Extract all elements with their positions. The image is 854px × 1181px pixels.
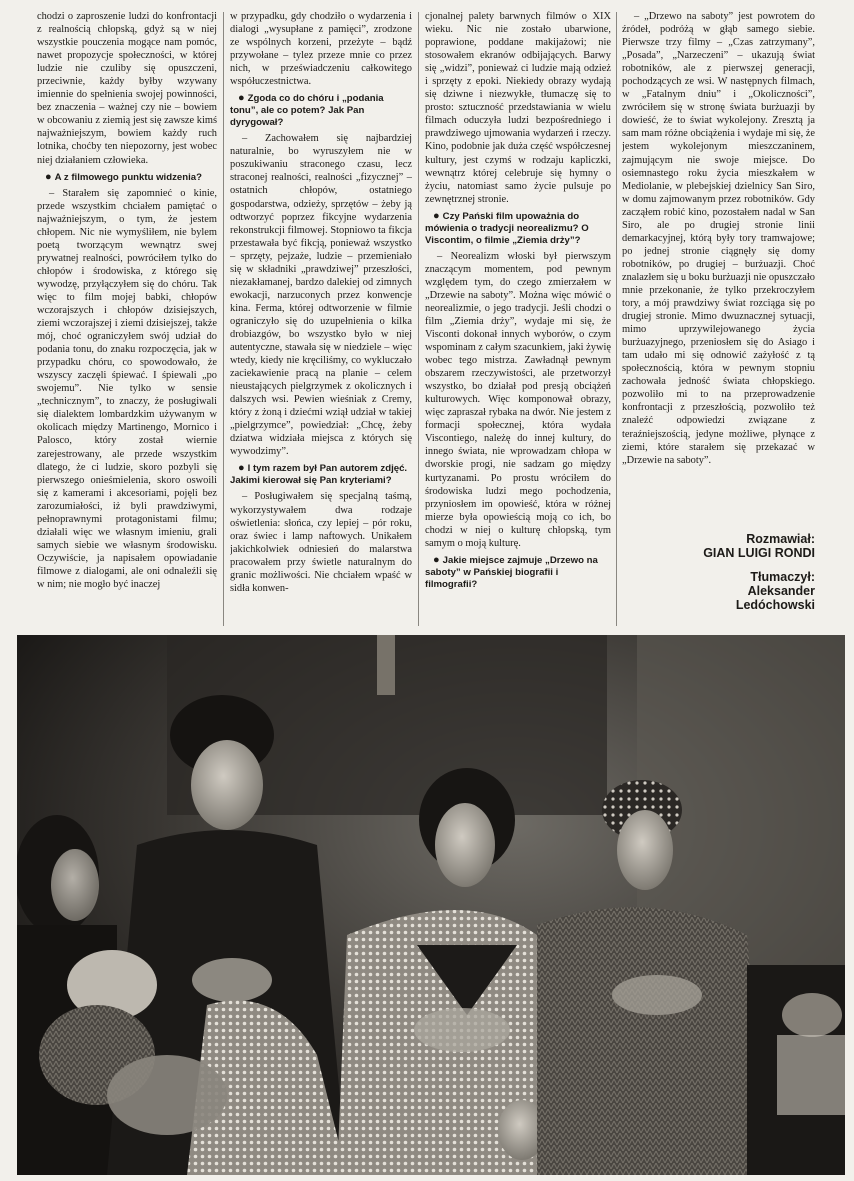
paragraph: – Starałem się zapomnieć o kinie, przede wszystkim chciałem pamiętać o najważniejszym, o tym, że jestem chłopem. Nic nie wymyśliłem, nie bylem poetą tworzącym wewnątrz swej prywatnej realności, powróciłem tylko do chłopów i środowiska, z którego się wywodzę, przyłączyłem się do chóru. Tak więc to film mojej babki, chłopów wczorajszych i chłopów dzisiejszych, ziemi wczorajszej i ziemi dzisiejszej, także mój, choć ograniczyłem swój udział do podania tonu, do znaku rozpoczęcia, jak w przypadku chóru, co spowodowało, że wszyscy zaczęli śpiewać. I śpiewali „po swojemu”. Nie tylko w sensie „technicznym”, to znaczy, że posługiwali się dialektem lombardzkim używanym w okolicach między Martinengo, Mornico i Palosco, który został wiernie zarejestrowany, ale przede wszystkim dlatego, że ci ludzie, skoro pozbyli się pierwszego onieśmielenia, skoro oswoili się z kamerami i akcesoriami, pojęli bez zarozumiałości, iż byli prawdziwymi, pełnoprawnymi protagonistami filmu; działali więc we własnym imieniu, grali samych siebie we własnym środowisku. Oczywiście, ja napisałem opowiadanie filmowe z dialogami, ale oni odnaleźli się w nim; nie mogło być inaczej xyxy=(37,187,217,590)
translator-last-name: Ledóchowski xyxy=(735,598,815,612)
interview-question: ● A z filmowego punktu widzenia? xyxy=(45,170,202,183)
paragraph: – „Drzewo na saboty” jest powrotem do źródeł, podróżą w głąb samego siebie. Pierwsze trzy filmy – „Czas zatrzymany”, „Posada”, „Narzeczeni” – ukazują świat robotników, ale z pierwszej generacji, pochodzących ze wsi. W następnych filmach, w „Fatalnym dniu” i „Okoliczności”, zwróciłem się w stronę świata burżuazji by dowieść, że to świat wykolejony. Zresztą ja sam mam różne obciążenia i wydaje mi się, że jestem wykolejonym mieszczaninem, zajmującym nie swoje miejsce. Do osiemnastego roku życia mieszkałem w Mediolanie, w plebejskiej dzielnicy San Siro, w domu zajmowanym przez robotników. Gdy zacząłem robić kino, pozostałem nadal w San Siro, ale po drugiej stronie linii demarkacyjnej, którą były tory tramwajowe; po jednej stronie ciągnęły się domy robotników, po drugiej – burżuazji. Choć znalazłem się u boku burżuazji nie opuszczało mnie przekonanie, że tylko przekroczyłem tory, a mój prawdziwy świat rozciąga się po drugiej stronie. Mimo dwuznacznej sytuacji, mimo uprzywilejowanego życia burżuazyjnego, przeniosłem się do Asiago i tam udało mi się odnowić zażyłość z tą społecznością, która w pewnym stopniu zachowała jedność świata chłopskiego. pozwoliło mi to na przeprowadzenie konfrontacji z przeszłością, pozwoliło też znaleźć odpowiedzi związane z teraźniejszością, jedyne możliwe, płynące z ziemi, które starałem się przekazać w „Drzewie na saboty”. xyxy=(622,11,815,466)
article-column-4 xyxy=(622,10,815,525)
translator-label: Tłumaczył: xyxy=(750,570,815,584)
paragraph: w przypadku, gdy chodziło o wydarzenia i dialogi „wysupłane z pamięci”, zrodzone ze wspólnych korzeni, przeżyte – bądź przywołane – tylez przeze mnie co przez nich, w przeświadczeniu całkowitego współuczestnictwa. xyxy=(230,11,412,88)
article-column-1 xyxy=(37,10,217,628)
translator-first-name: Aleksander xyxy=(747,584,815,598)
article-credits xyxy=(640,532,815,612)
article-column-3 xyxy=(425,10,611,628)
film-still-photo xyxy=(17,635,845,1175)
column-divider xyxy=(223,12,224,626)
interview-question: ● Czy Pański film upoważnia do mówienia o tradycji neorealizmu? O Viscontim, o filmie „Ziemia drży”? xyxy=(425,209,589,246)
paragraph: – Neorealizm włoski był pierwszym znaczącym momentem, pod pewnym względem tym, do czego zmierzałem w „Drzewie na saboty”. Można więc mówić o neorealizmie, o jego tradycji. Jeśli chodzi o film „Ziemia drży”, wydaje mi się, że Visconti dokonał innych wyborów, o czym wspominam z całym szacunkiem, jaki żywię wobec tego mistrza. Zawładnął pewnym obszarem rzeczywistości, ale przetworzył wszystko, bo działał pod presją obciążeń kulturowych. Więc komponował obrazy, więc zapraszał rybaka na dwór. Nie jestem z formacji społecznej, która wydała Viscontiego, należę do innej kultury, do innego świata, nie wprowadzam chłopa w dworskie progi, nie sadzam go między kurtyzanami. Po prostu wróciłem do środowiska ludzi mego pochodzenia, przyniosłem im opowieść, która w różnej mierze była opowieścią moją co ich, bo chodzi w niej o kulturę chłopską, tym samym o moją kulturę. xyxy=(425,250,611,549)
paragraph: chodzi o zaproszenie ludzi do konfrontacji z realnością chłopską, gdyż są w niej wszystkie pouczenia mogące nam pomóc, nawet propozycje społeczności, w której ludzie nie czuliby się opuszczeni, przeciwnie, każdy byłby wzywany imiennie do spełnienia swojej powinności, bez znaczenia – ważnej czy nie – bowiem w obcowaniu z ziemią jest się zawsze kimś najważniejszym, bowiem każdy ruch lotnika, choćby ten niepozorny, jest wobec niej działaniem człowieka. xyxy=(37,11,217,166)
interviewer-name: GIAN LUIGI RONDI xyxy=(703,546,815,560)
article-column-2 xyxy=(230,10,412,628)
column-divider xyxy=(616,12,617,626)
interview-question: ● I tym razem był Pan autorem zdjęć. Jakimi kierował się Pan kryteriami? xyxy=(230,462,408,487)
paragraph: cjonalnej palety barwnych filmów o XIX wieku. Nic nie zostało ubarwione, poprawione, poddane makijażowi; nie stosowałem ekranów odbijających. Barwy się „widzi”, ponieważ ci ludzie mają odzież i sprzęty z epoki. Niekiedy obrazy wydają się dziwne i niezwykłe, tłumaczę się to prosto: sztuczność przedstawiania w wielu filmach oduczyła ludzi bezpośredniego i prawdziwego ujmowania wydarzeń i rzeczy. Kino, podobnie jak duża część współczesnej kultury, jest czymś w rodzaju kapliczki, wewnątrz której celebruje się hymny o życiu, natomiast samo życie pulsuje po zewnętrznej stronie. xyxy=(425,11,611,205)
interviewer-label: Rozmawiał: xyxy=(746,532,815,546)
photo-women-knitting xyxy=(17,635,845,1175)
interview-question: ● Jakie miejsce zajmuje „Drzewo na saboty” w Pańskiej biografii i filmografii? xyxy=(425,553,598,590)
column-divider xyxy=(418,12,419,626)
paragraph: – Zachowałem się najbardziej naturalnie, bo wyruszyłem nie w poszukiwaniu straconego czasu, lecz straconej realności, realności „fizycznej” – ostatnich chłopów, ostatniego gospodarstwa, odzieży, sprzętów – żeby ją odtworzyć poprzez fikcyjne wydarzenia rekonstrukcji filmowej. Stopniowo ta fikcja przestawała być fikcją, ponieważ wszystko – sprzęty, pejzaże, ludzie – przemieniało się w składniki „prawdziwej” przeszłości, niezakłamanej, bardzo dalekiej od zimnych ewokacji, narzuconych przez konwencje kina. Ferma, której odtworzenie w filmie ograniczyło się do uzupełnienia o kilka drobiazgów, bo wszystko było w niej autentyczne, stawała się w niedziele – więc wtedy, kiedy nie kręciliśmy, co wykluczało zaciekawienie pracą na planie – celem nieustających pielgrzymek z okolicznych i dalszych wsi. Pewien wieśniak z Cremy, który z żoną i dziećmi wziął udział w takiej „pielgrzymce”, powiedział: „Chcę, żeby dziatwa widziała miejsca z których się wywodzimy”. xyxy=(230,133,412,458)
interview-question: ● Zgoda co do chóru i „podania tonu”, ale co potem? Jak Pan dyrygował? xyxy=(230,92,384,129)
paragraph: – Posługiwałem się specjalną taśmą, wykorzystywałem dwa rodzaje oświetlenia: słońca, czy lepiej – pór roku, oraz świec i lamp naftowych. Unikałem jakichkolwiek odniesień do malarstwa pracowałem przy świetle naturalnym do granic możliwości. Nie chciałem wpaść w sidła konwen- xyxy=(230,491,412,594)
